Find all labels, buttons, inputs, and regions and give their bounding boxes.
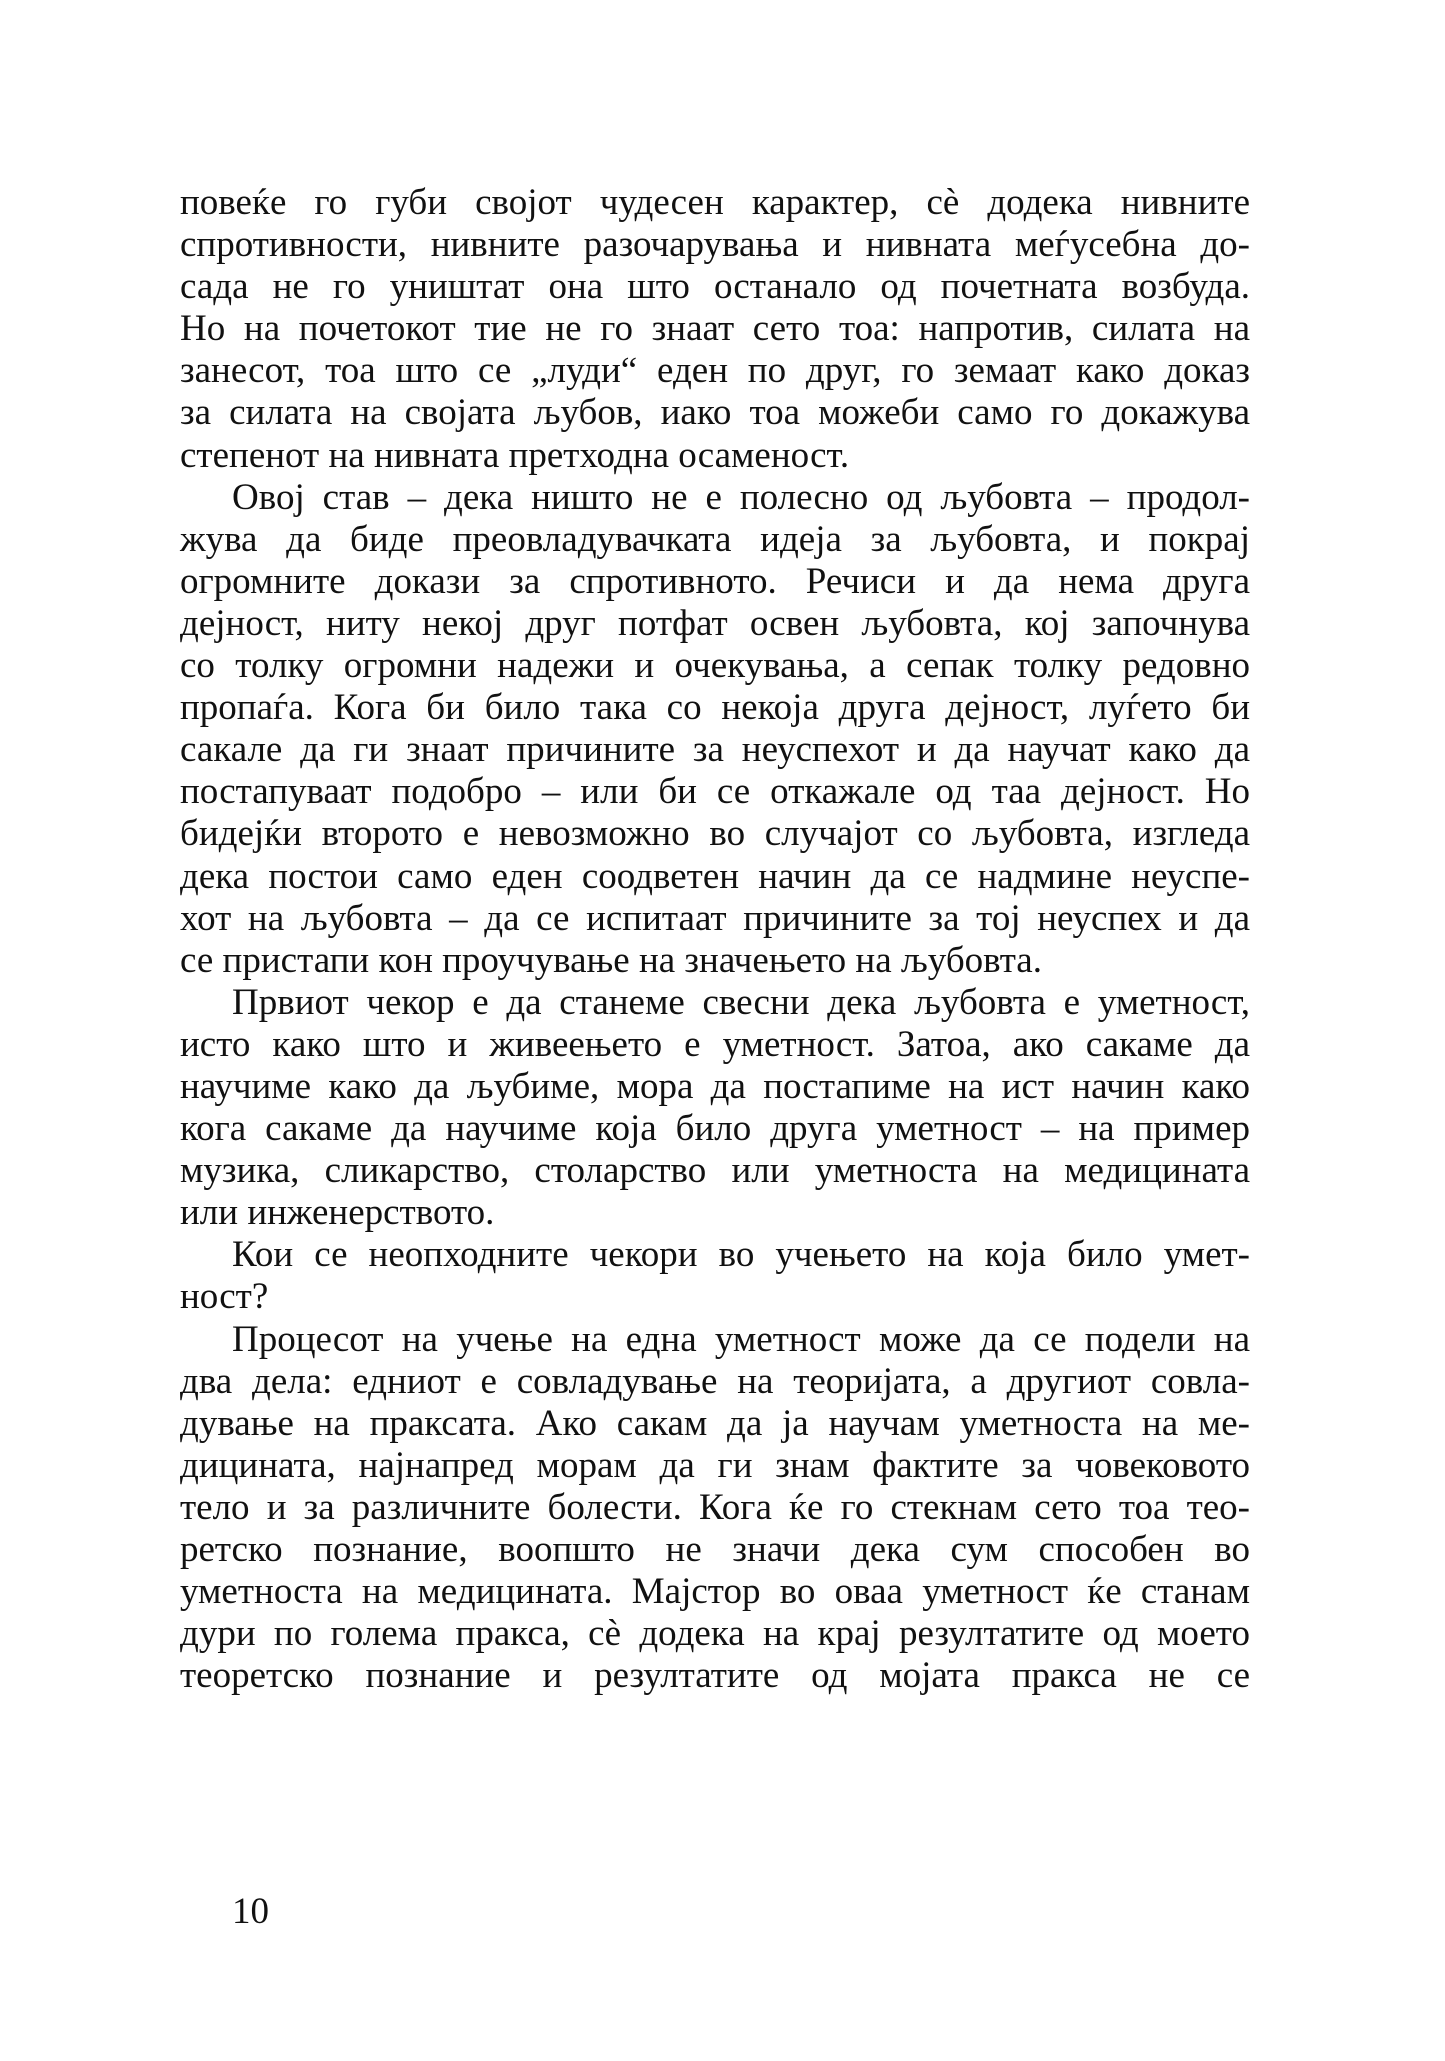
paragraph bbox=[180, 1234, 1250, 1318]
body-text bbox=[180, 182, 1250, 1697]
text-line: Но на почетокот тие не го знаат сето тоа: напротив, силата на bbox=[180, 308, 1250, 350]
text-line: ретско познание, воопшто не значи дека сум способен во bbox=[180, 1529, 1250, 1570]
paragraph bbox=[180, 982, 1250, 1235]
text-line: научиме како да љубиме, мора да постапиме на ист начин како bbox=[180, 1065, 1250, 1107]
paragraph bbox=[180, 182, 1250, 477]
paragraph bbox=[180, 1319, 1250, 1698]
text-line: ност? bbox=[180, 1276, 269, 1318]
text-line: огромните докази за спротивното. Речиси и да нема друга bbox=[180, 560, 1250, 602]
text-line: хот на љубовта – да се испитаат причините за тој неуспех и да bbox=[180, 897, 1250, 939]
text-line: дување на праксата. Ако сакам да ја научам уметноста на ме- bbox=[180, 1402, 1250, 1444]
text-line: исто како што и живеењето е уметност. Затоа, ако сакаме да bbox=[180, 1023, 1250, 1065]
text-line: Овој став – дека ништо не е полесно од љубовта – продол- bbox=[232, 476, 1250, 518]
text-line: Првиот чекор е да станеме свесни дека љубовта е уметност, bbox=[232, 981, 1250, 1023]
text-line: се пристапи кон проучување на значењето на љубовта. bbox=[180, 939, 1042, 981]
text-line: теоретско познание и резултатите од мојата пракса не се bbox=[180, 1655, 1250, 1697]
text-line: дека постои само еден соодветен начин да се надмине неуспе- bbox=[180, 855, 1250, 897]
text-line: степенот на нивната претходна осаменост. bbox=[180, 434, 850, 476]
text-line: жува да биде преовладувачката идеја за љубовта, и покрај bbox=[180, 518, 1250, 560]
text-line: дури по голема пракса, сè додека на крај резултатите од моето bbox=[180, 1613, 1250, 1655]
text-line: сакале да ги знаат причините за неуспехот и да научат како да bbox=[180, 729, 1250, 771]
text-line: бидејќи второто е невозможно во случајот со љубовта, изгледа bbox=[180, 813, 1250, 855]
text-line: занесот, тоа што се „луди“ еден по друг, го земаат како доказ bbox=[180, 350, 1250, 392]
text-line: тело и за различните болести. Кога ќе го стекнам сето тоа тео- bbox=[180, 1486, 1250, 1528]
text-line: два дела: едниот е совладување на теоријата, а другиот совла- bbox=[180, 1360, 1250, 1402]
text-line: со толку огромни надежи и очекувања, а сепак толку редовно bbox=[180, 645, 1250, 687]
paragraph bbox=[180, 477, 1250, 982]
text-line: сада не го уништат она што останало од почетната возбуда. bbox=[180, 266, 1250, 308]
text-line: постапуваат подобро – или би се откажале од таа дејност. Но bbox=[180, 771, 1250, 813]
text-line: кога сакаме да научиме која било друга уметност – на пример bbox=[180, 1108, 1250, 1150]
text-line: Процесот на учење на една уметност може да се подели на bbox=[232, 1318, 1250, 1360]
text-line: повеќе го губи својот чудесен карактер, сè додека нивните bbox=[180, 182, 1250, 223]
text-line: пропаѓа. Кога би било така со некоја друга дејност, луѓето би bbox=[180, 687, 1250, 729]
text-line: дејност, ниту некој друг потфат освен љубовта, кој започнува bbox=[180, 602, 1250, 644]
text-line: Кои се неопходните чекори во учењето на која било умет- bbox=[232, 1234, 1250, 1276]
text-line: за силата на својата љубов, иако тоа можеби само го докажува bbox=[180, 392, 1250, 434]
text-line: спротивности, нивните разочарувања и нивната меѓусебна до- bbox=[180, 224, 1250, 266]
page-number: 10 bbox=[232, 1891, 269, 1932]
text-line: или инженерството. bbox=[180, 1192, 495, 1234]
text-line: дицината, најнапред морам да ги знам фактите за човековото bbox=[180, 1444, 1250, 1486]
text-line: музика, сликарство, столарство или уметноста на медицината bbox=[180, 1150, 1250, 1192]
text-line: уметноста на медицината. Мајстор во оваа уметност ќе станам bbox=[180, 1571, 1250, 1613]
